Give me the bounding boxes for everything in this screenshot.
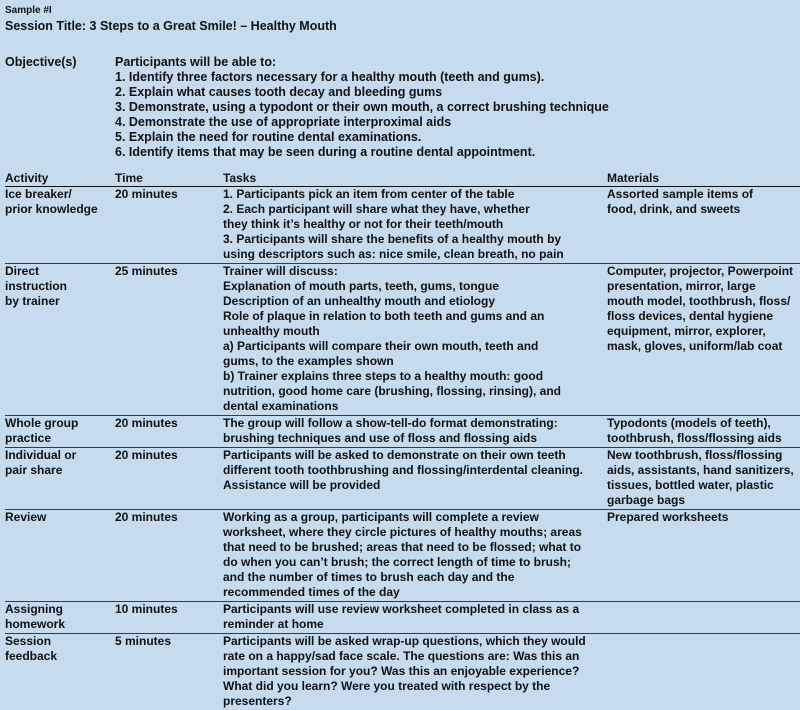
table-row xyxy=(5,264,800,416)
activity-cell-line: Direct xyxy=(5,264,115,279)
column-header-tasks: Tasks xyxy=(223,171,607,187)
tasks-cell xyxy=(223,510,607,602)
objectives-list xyxy=(115,55,609,160)
activity-cell xyxy=(5,264,115,416)
activity-cell-line: feedback xyxy=(5,649,115,664)
table-row xyxy=(5,448,800,510)
tasks-cell-line: Assistance will be provided xyxy=(223,478,607,493)
objectives-label: Objective(s) xyxy=(5,55,77,70)
table-row xyxy=(5,634,800,710)
objective-item: 3. Demonstrate, using a typodont or their own mouth, a correct brushing technique xyxy=(115,100,609,115)
tasks-cell-line: dental examinations xyxy=(223,399,607,414)
sample-label: Sample #I xyxy=(5,5,52,17)
materials-cell-line: mask, gloves, uniform/lab coat xyxy=(607,339,800,354)
activity-cell-line: Whole group xyxy=(5,416,115,431)
tasks-cell-line: unhealthy mouth xyxy=(223,324,607,339)
materials-cell-line: garbage bags xyxy=(607,493,800,508)
tasks-cell-line: brushing techniques and use of floss and flossing aids xyxy=(223,431,607,446)
materials-cell-line: toothbrush, floss/flossing aids xyxy=(607,431,800,446)
materials-cell-line: tissues, bottled water, plastic xyxy=(607,478,800,493)
objective-item: 1. Identify three factors necessary for a healthy mouth (teeth and gums). xyxy=(115,70,609,85)
tasks-cell-line: worksheet, where they circle pictures of healthy mouths; areas xyxy=(223,525,607,540)
materials-cell-line: equipment, mirror, explorer, xyxy=(607,324,800,339)
materials-cell-line: Assorted sample items of xyxy=(607,187,800,202)
objective-item: 2. Explain what causes tooth decay and bleeding gums xyxy=(115,85,609,100)
tasks-cell-line: and the number of times to brush each day and the xyxy=(223,570,607,585)
time-cell: 20 minutes xyxy=(115,448,223,510)
tasks-cell-line: presenters? xyxy=(223,694,607,709)
materials-cell-line: Prepared worksheets xyxy=(607,510,800,525)
tasks-cell xyxy=(223,264,607,416)
tasks-cell-line: Participants will be asked wrap-up questions, which they would xyxy=(223,634,607,649)
activity-cell-line: Review xyxy=(5,510,115,525)
tasks-cell-line: recommended times of the day xyxy=(223,585,607,600)
tasks-cell-line: 2. Each participant will share what they have, whether xyxy=(223,202,607,217)
materials-cell xyxy=(607,602,800,634)
tasks-cell xyxy=(223,634,607,710)
time-cell: 5 minutes xyxy=(115,634,223,710)
materials-cell-line: floss devices, dental hygiene xyxy=(607,309,800,324)
activity-cell xyxy=(5,634,115,710)
tasks-cell-line: gums, to the examples shown xyxy=(223,354,607,369)
time-cell: 25 minutes xyxy=(115,264,223,416)
tasks-cell-line: important session for you? Was this an enjoyable experience? xyxy=(223,664,607,679)
session-title: Session Title: 3 Steps to a Great Smile! – Healthy Mouth xyxy=(5,19,337,34)
materials-cell xyxy=(607,187,800,264)
activity-cell xyxy=(5,416,115,448)
materials-cell-line: presentation, mirror, large xyxy=(607,279,800,294)
table-row xyxy=(5,602,800,634)
column-header-materials: Materials xyxy=(607,171,800,187)
tasks-cell-line: reminder at home xyxy=(223,617,607,632)
column-header-time: Time xyxy=(115,171,223,187)
objective-item: 4. Demonstrate the use of appropriate interproximal aids xyxy=(115,115,609,130)
tasks-cell-line: using descriptors such as: nice smile, clean breath, no pain xyxy=(223,247,607,262)
time-cell: 20 minutes xyxy=(115,416,223,448)
time-cell: 20 minutes xyxy=(115,187,223,264)
activity-cell-line: Individual or xyxy=(5,448,115,463)
activity-cell-line: Assigning xyxy=(5,602,115,617)
materials-cell-line: New toothbrush, floss/flossing xyxy=(607,448,800,463)
activity-cell-line: instruction xyxy=(5,279,115,294)
activity-cell xyxy=(5,448,115,510)
activity-cell xyxy=(5,510,115,602)
activity-schedule-table xyxy=(5,171,800,710)
tasks-cell-line: Description of an unhealthy mouth and etiology xyxy=(223,294,607,309)
objective-item: 5. Explain the need for routine dental examinations. xyxy=(115,130,609,145)
objective-item: 6. Identify items that may be seen during a routine dental appointment. xyxy=(115,145,609,160)
table-row xyxy=(5,416,800,448)
table-header-row xyxy=(5,171,800,187)
materials-cell xyxy=(607,264,800,416)
tasks-cell xyxy=(223,602,607,634)
materials-cell xyxy=(607,448,800,510)
tasks-cell-line: b) Trainer explains three steps to a healthy mouth: good xyxy=(223,369,607,384)
tasks-cell-line: The group will follow a show-tell-do format demonstrating: xyxy=(223,416,607,431)
activity-cell-line: practice xyxy=(5,431,115,446)
materials-cell xyxy=(607,510,800,602)
tasks-cell-line: Role of plaque in relation to both teeth and gums and an xyxy=(223,309,607,324)
tasks-cell-line: that need to be brushed; areas that need to be flossed; what to xyxy=(223,540,607,555)
time-cell: 20 minutes xyxy=(115,510,223,602)
tasks-cell xyxy=(223,448,607,510)
activity-cell xyxy=(5,187,115,264)
tasks-cell-line: different tooth toothbrushing and flossing/interdental cleaning. xyxy=(223,463,607,478)
tasks-cell-line: rate on a happy/sad face scale. The questions are: Was this an xyxy=(223,649,607,664)
activity-cell-line: Session xyxy=(5,634,115,649)
activity-cell-line: prior knowledge xyxy=(5,202,115,217)
tasks-cell-line: 3. Participants will share the benefits of a healthy mouth by xyxy=(223,232,607,247)
tasks-cell xyxy=(223,187,607,264)
materials-cell-line: mouth model, toothbrush, floss/ xyxy=(607,294,800,309)
table-row xyxy=(5,510,800,602)
tasks-cell-line: Explanation of mouth parts, teeth, gums, tongue xyxy=(223,279,607,294)
tasks-cell-line: nutrition, good home care (brushing, flossing, rinsing), and xyxy=(223,384,607,399)
materials-cell-line: Typodonts (models of teeth), xyxy=(607,416,800,431)
tasks-cell-line: Participants will be asked to demonstrate on their own teeth xyxy=(223,448,607,463)
table-row xyxy=(5,187,800,264)
tasks-cell-line: Participants will use review worksheet completed in class as a xyxy=(223,602,607,617)
materials-cell-line: food, drink, and sweets xyxy=(607,202,800,217)
materials-cell-line: aids, assistants, hand sanitizers, xyxy=(607,463,800,478)
materials-cell xyxy=(607,634,800,710)
tasks-cell-line: do when you can’t brush; the correct length of time to brush; xyxy=(223,555,607,570)
table-body xyxy=(5,187,800,710)
tasks-cell-line: Working as a group, participants will complete a review xyxy=(223,510,607,525)
materials-cell-line: Computer, projector, Powerpoint xyxy=(607,264,800,279)
time-cell: 10 minutes xyxy=(115,602,223,634)
tasks-cell-line: What did you learn? Were you treated with respect by the xyxy=(223,679,607,694)
activity-cell-line: pair share xyxy=(5,463,115,478)
activity-cell xyxy=(5,602,115,634)
objectives-intro: Participants will be able to: xyxy=(115,55,609,70)
tasks-cell xyxy=(223,416,607,448)
tasks-cell-line: 1. Participants pick an item from center of the table xyxy=(223,187,607,202)
activity-cell-line: homework xyxy=(5,617,115,632)
activity-cell-line: by trainer xyxy=(5,294,115,309)
materials-cell xyxy=(607,416,800,448)
column-header-activity: Activity xyxy=(5,171,115,187)
tasks-cell-line: Trainer will discuss: xyxy=(223,264,607,279)
tasks-cell-line: they think it’s healthy or not for their teeth/mouth xyxy=(223,217,607,232)
activity-cell-line: Ice breaker/ xyxy=(5,187,115,202)
tasks-cell-line: a) Participants will compare their own mouth, teeth and xyxy=(223,339,607,354)
